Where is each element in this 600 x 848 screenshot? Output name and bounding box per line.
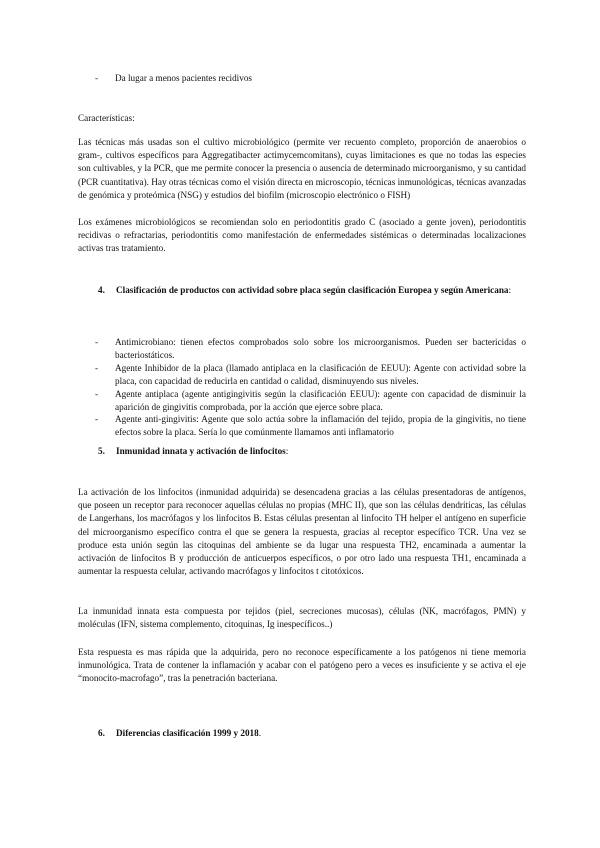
section-title-suffix: . xyxy=(258,728,262,738)
bullet-text: Agente anti-gingivitis: Agente que solo actúa sobre la inflamación del tejido, propia de la gingivitis, no tiene efectos sobre la placa. Sería lo que comúnmente llamamos anti inflamatorio xyxy=(115,414,526,438)
bullet-item xyxy=(95,413,526,439)
bullet-dash: - xyxy=(95,414,99,424)
bullet-item xyxy=(95,388,526,414)
bullet-text: Agente antiplaca (agente antigingivitis según la clasificación EEUU): agente con capacidad de disminuir la aparición de gingivitis comprobada, por la acción que ejerce sobre placa. xyxy=(115,389,526,413)
section-heading xyxy=(98,727,526,740)
characteristics-heading: Características: xyxy=(78,113,135,123)
bullet-item xyxy=(95,362,526,388)
bullet-item xyxy=(95,72,526,85)
section-number: 4. xyxy=(98,285,105,295)
paragraph: La activación de los linfocitos (inmunidad adquirida) se desencadena gracias a las células presentadoras de antígenos, que poseen un receptor para reconocer aquellas células no propias (MHC II), que son las células dendríticas, las células de Langerhans, los macrófagos y los linfocitos B. Estas células presentan al linfocito TH helper el antígeno en superficie del microorganismo específico contra el que se genera la respuesta, gracias al receptor específico TCR. Una vez se produce esta unión según las citoquinas del ambiente se da lugar una respuesta TH2, encaminada a aumentar la activación de linfocitos B y producción de anticuerpos específicos, o por otro lado una respuesta TH1, encaminada a aumentar la respuesta celular, activando macrófagos y linfocitos t citotóxicos. xyxy=(78,487,526,577)
section-heading xyxy=(98,445,526,458)
section-title: Inmunidad innata y activación de linfocitos xyxy=(116,446,286,456)
section-number: 5. xyxy=(98,446,105,456)
bullet-text: Antimicrobiano: tienen efectos comprobados solo sobre los microorganismos. Pueden ser bactericidas o bacteriostáticos. xyxy=(115,337,526,361)
paragraph: Los exámenes microbiológicos se recomiendan solo en periodontitis grado C (asociado a gente joven), periodontitis recidivas o refractarias, periodontitis como manifestación de enfermedades sistémicas o determinadas localizaciones activas tras tratamiento. xyxy=(78,217,526,254)
paragraph: Las técnicas más usadas son el cultivo microbiológico (permite ver recuento completo, proporción de anaerobios o gram-, cultivos específicos para Aggregatibacter actimycemcomitans), cuyas limitaciones es que no todas las especies son cultivables, y la PCR, que me permite conocer la presencia o ausencia de determinado microorganismo, y su cantidad (PCR cuantitativa). Hay otras técnicas como el visión directa en microscopio, técnicas inmunológicas, técnicas avanzadas de genómica y proteómica (NSG) y estudios del biofilm (microscopio electrónico o FISH) xyxy=(78,137,526,200)
paragraph: La inmunidad innata esta compuesta por tejidos (piel, secreciones mucosas), células (NK, macrófagos, PMN) y moléculas (IFN, sistema complemento, citoquinas, Ig inespecíficos..) xyxy=(78,606,526,630)
section-heading xyxy=(98,284,526,297)
bullet-dash: - xyxy=(95,337,99,347)
section-number: 6. xyxy=(98,728,105,738)
section-title: Diferencias clasificación 1999 y 2018 xyxy=(116,728,259,738)
bullet-dash: - xyxy=(95,389,99,399)
section-title-suffix: : xyxy=(508,285,512,295)
bullet-text: Agente Inhibidor de la placa (llamado antiplaca en la clasificación de EEUU): Agente con actividad sobre la placa, con capacidad de reducirla en cantidad o calidad, disminuyendo sus niveles. xyxy=(115,363,526,387)
bullet-text: Da lugar a menos pacientes recidivos xyxy=(115,73,252,83)
section-title: Clasificación de productos con actividad sobre placa según clasificación Europea y según Americana xyxy=(116,285,509,295)
bullet-dash: - xyxy=(95,363,99,373)
paragraph: Esta respuesta es mas rápida que la adquirida, pero no reconoce específicamente a los patógenos ni tiene memoria inmunológica. Trata de contener la inflamación y acabar con el patógeno pero a veces es insuficiente y se activa el eje “monocito-macrofago”, tras la penetración bacteriana. xyxy=(78,647,526,684)
section-title-suffix: : xyxy=(285,446,289,456)
bullet-dash: - xyxy=(95,73,99,83)
bullet-item xyxy=(95,336,526,362)
